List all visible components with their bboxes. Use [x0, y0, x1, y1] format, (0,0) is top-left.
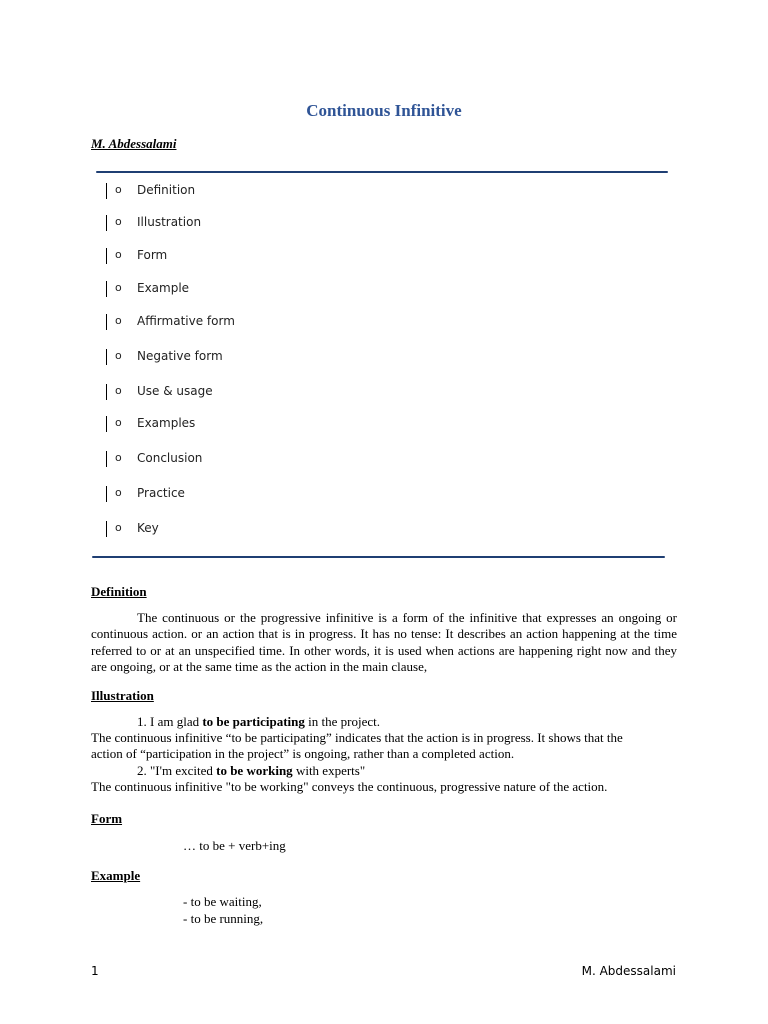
toc-label: Illustration	[137, 215, 202, 229]
toc-item-key	[106, 521, 406, 537]
example-heading: Example	[91, 868, 141, 883]
example-line-1: - to be waiting,	[183, 894, 262, 909]
bullet-icon: o	[115, 215, 122, 228]
bullet-icon: o	[115, 183, 122, 196]
bullet-icon: o	[115, 281, 122, 294]
document-title: Continuous Infinitive	[306, 101, 462, 120]
bottom-rule	[92, 556, 665, 558]
toc-label: Affirmative form	[137, 314, 235, 328]
toc-item-use-usage	[106, 384, 406, 400]
toc-item-negative-form	[106, 349, 406, 365]
bullet-icon: o	[115, 486, 122, 499]
toc-label: Definition	[137, 183, 196, 197]
toc-label: Key	[137, 521, 159, 535]
illustration-explanation-1a: The continuous infinitive “to be participating” indicates that the action is in progress. It shows that the	[91, 730, 623, 745]
bullet-icon: o	[115, 248, 122, 261]
illustration-explanation-1b: action of “participation in the project” is ongoing, rather than a completed action.	[91, 746, 515, 761]
toc-label: Example	[137, 281, 190, 295]
example-line-2: - to be running,	[183, 911, 264, 926]
bullet-icon: o	[115, 521, 122, 534]
bullet-icon: o	[115, 314, 122, 327]
toc-label: Practice	[137, 486, 185, 500]
toc-label: Use & usage	[137, 384, 213, 398]
toc-item-definition	[106, 183, 406, 199]
toc-item-conclusion	[106, 451, 406, 467]
toc-item-examples	[106, 416, 406, 432]
author-name: M. Abdessalami	[91, 136, 177, 151]
highlight-phrase: to be working	[216, 763, 293, 778]
toc-item-illustration	[106, 215, 406, 231]
bullet-icon: o	[115, 416, 122, 429]
illustration-heading: Illustration	[91, 688, 154, 703]
toc-label: Form	[137, 248, 168, 262]
definition-heading: Definition	[91, 584, 147, 599]
illustration-explanation-2: The continuous infinitive "to be working" conveys the continuous, progressive nature of the action.	[91, 779, 608, 794]
top-rule	[96, 171, 668, 173]
bullet-icon: o	[115, 384, 122, 397]
bullet-icon: o	[115, 451, 122, 464]
highlight-phrase: to be participating	[202, 714, 305, 729]
form-formula: … to be + verb+ing	[183, 838, 286, 853]
illustration-example-2: 2. "I'm excited to be working with experts"	[137, 763, 366, 778]
toc-label: Conclusion	[137, 451, 203, 465]
bullet-icon: o	[115, 349, 122, 362]
definition-paragraph	[91, 610, 677, 675]
form-heading: Form	[91, 811, 123, 826]
toc-item-practice	[106, 486, 406, 502]
toc-label: Examples	[137, 416, 196, 430]
illustration-example-1: 1. I am glad to be participating in the project.	[137, 714, 380, 729]
toc-item-example	[106, 281, 406, 297]
toc-item-form	[106, 248, 406, 264]
footer-page-number: 1	[91, 964, 99, 978]
toc-label: Negative form	[137, 349, 223, 363]
definition-text: The continuous or the progressive infinitive is a form of the infinitive that expresses an ongoing or continuous action. or an action that is in progress. It has no tense: It describes an action happening at the time referred to or at an unspecified time. In other words, it is used when actions are happening right now and they are ongoing, or at the same time as the action in the main clause,	[91, 610, 677, 674]
toc-item-affirmative-form	[106, 314, 406, 330]
footer-author: M. Abdessalami	[581, 964, 676, 978]
